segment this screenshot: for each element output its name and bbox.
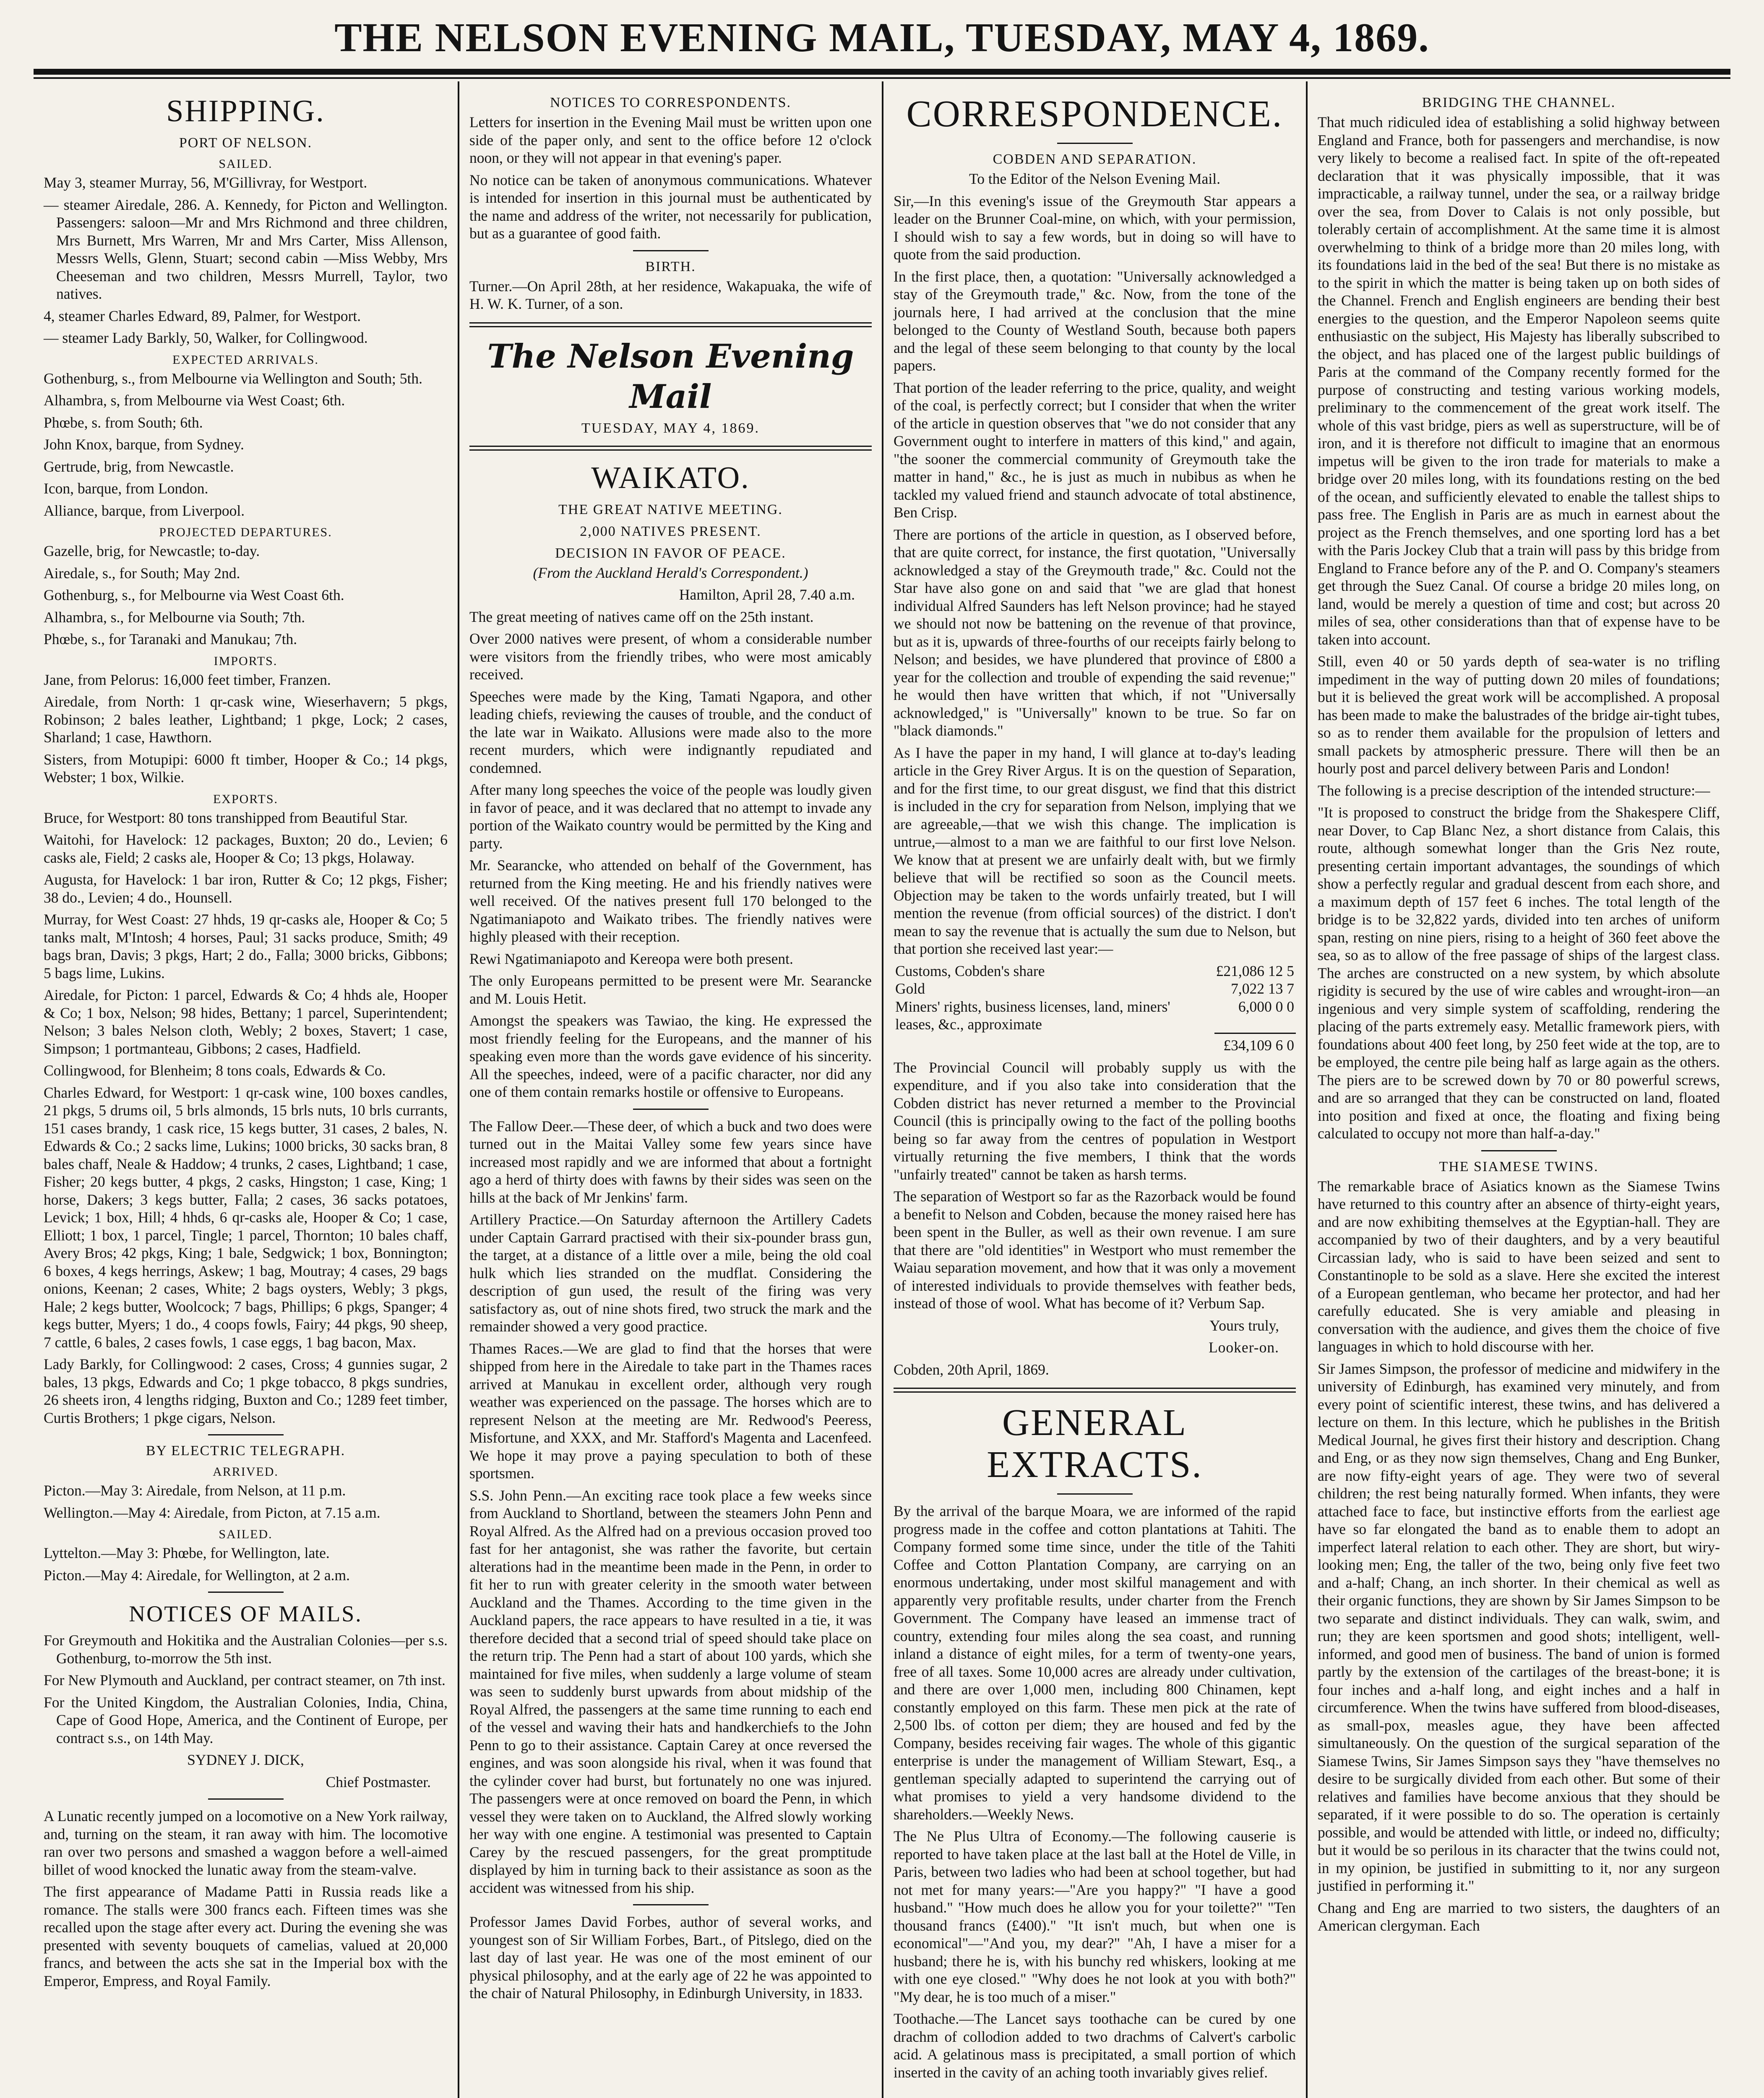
- exports-item: Waitohi, for Havelock: 12 packages, Buxton; 20 do., Levien; 6 casks ale, Field; 2 casks ale, Hooper & Co; 13 pkgs, Holaway.: [44, 831, 448, 866]
- expected-item: John Knox, barque, from Sydney.: [44, 436, 244, 453]
- siamese-paragraph: Sir James Simpson, the professor of medicine and midwifery in the university of Edinburgh, has examined very minutely, and from every point of scientific interest, these twins, and has delivered a lecture on them. In this lecture, which he publishes in the British Medical Journal, he gives first their history and description. Chang and Eng, or as they now sign themselves, Chang and Eng Bunker, are now fifty-eight years of age. They were two of several children; the rest being naturally formed. When infants, they were attached face to face, but instinctive efforts from the earliest age have so far elongated the band as to enable them to adopt an imperfect lateral relation to each other. They are short, but wiry-looking men; Eng, the taller of the two, being only five feet two and a-half; Chang, an inch shorter. In their chemical as well as their organic functions, they are shown by Sir James Simpson to be two separate and distinct individuals. They can walk, swim, and run; they are keen sportsmen and good shots; intelligent, well-informed, and good men of business. The band of union is formed partly by the extension of the cartilages of the breast-bone; it is four inches and a-half long, and eight inches and a half in circumference. When the twins have suffered from blood-diseases, as small-pox, measles ague, they have been affected simultaneously. On the question of the surgical separation of the Siamese Twins, Sir James Simpson says they "have themselves no desire to be surgically divided from each other. But some of their relatives and families have become anxious that they should be separated, if it were possible to do so. The operation is certainly possible, and would be attended with little, or indeed no, difficulty; but it would be so perilous in its character that the twins could not, in my opinion, be justified in submitting to it, nor any surgeon justified in performing it.": [1318, 1360, 1720, 1894]
- divider: [894, 1388, 1296, 1393]
- sailed-heading: SAILED.: [219, 157, 273, 171]
- imports-heading: IMPORTS.: [214, 654, 278, 668]
- artillery-paragraph: Artillery Practice.—On Saturday afternoon the Artillery Cadets under Captain Garrard practised with their six-pounder brass gun, the target, at a distance of a little over a mile, being the old coal hulk which lies stranded on the mudflat. Considering the description of gun used, the result of the firing was very satisfactory as, out of nine shots fired, two struck the mark and the remainder showed a very good practice.: [469, 1211, 872, 1335]
- table-cell-amount: £21,086 12 5: [1216, 962, 1294, 979]
- exports-heading: EXPORTS.: [213, 792, 279, 806]
- channel-paragraph: The following is a precise description of the intended structure:—: [1318, 782, 1710, 799]
- siamese-heading: THE SIAMESE TWINS.: [1439, 1159, 1599, 1174]
- table-cell-amount: 6,000 0 0: [1238, 998, 1294, 1015]
- telegraph-heading: BY ELECTRIC TELEGRAPH.: [146, 1443, 346, 1459]
- divider: [633, 1904, 709, 1905]
- waikato-dateline: Hamilton, April 28, 7.40 a.m.: [679, 586, 855, 603]
- fallow-paragraph: The Fallow Deer.—These deer, of which a buck and two does were turned out in the Maitai Valley some few years since have increased most rapidly and we are informed that about a fortnight ago a herd of thirty does with fawns by their sides was seen on the hills at the back of Mr Jenkins' farm.: [469, 1117, 872, 1206]
- channel-paragraph: That much ridiculed idea of establishing a solid highway between England and France, both for passengers and merchandise, is now very likely to become a realised fact. In spite of the oft-repeated declaration that it was physically impossible, that it was impracticable, a railway tunnel, under the sea, or a railway bridge over the sea, from Dover to Calais is not only possible, but tolerably certain of accomplishment. At the same time it is almost overwhelming to think of a bridge more than 20 miles long, with its foundations laid in the bed of the sea! But there is no mistake as to the spirit in which the matter is being taken up on both sides of the Channel. French and English engineers are bending their best energies to the question, and the Emperor Napoleon seems quite enthusiastic on the subject, His Majesty has liberally subscribed to the object, and has placed one of the largest public buildings of Paris at the command of the Company recently formed for the purpose of constructing and testing various working models, preliminary to the commencement of the great work itself. The whole of this vast bridge, piers as well as superstructure, will be of iron, and it is therefore not difficult to imagine that an enormous impetus will be given to the iron trade for materials to make a bridge over 20 miles long, with its foundations resting on the bed of the ocean, and sufficiently elevated to enable the tallest ships to pass free. The English in Paris are as much in earnest about the project as the French themselves, and one sporting lord has a bet with the Paris Jockey Club that a train will pass by this bridge from England to France before any of the P. and O. Company's steamers get through the Suez Canal. Of course a bridge 20 miles long, on land, would be merely a question of time and cost; but across 20 miles of sea, other considerations than that of expense have to be taken into account.: [1318, 114, 1720, 648]
- expected-item: Phœbe, s. from South; 6th.: [44, 414, 203, 431]
- tahiti-paragraph: By the arrival of the barque Moara, we are informed of the rapid progress made in the coffee and cotton plantations at Tahiti. The Company formed some time since, under the title of the Tahiti Coffee and Cotton Plantation Company, are carrying on an enormous undertaking, under most skilful management and with apparently very profitable results, under charter from the French Government. The Company have leased an immense tract of country, extending four miles along the sea coast, and running inland a distance of eight miles, for a term of twenty-one years, free of all taxes. Some 10,000 acres are already under cultivation, and there are over 1,000 men, including 800 Chinamen, kept constantly employed on this farm. These men pick at the rate of 2,500 lbs. of cotton per diem; they are housed and fed by the Company, besides receiving fair wages. The whole of this gigantic enterprise is under the management of William Stewart, Esq., a gentleman specially adapted to superintend the carrying out of what promises to yield a very handsome dividend to the shareholders.—Weekly News.: [894, 1503, 1296, 1823]
- table-cell-label: Miners' rights, business licenses, land, miners' leases, &c., approximate: [895, 998, 1170, 1033]
- correspondence-signature: Looker-on.: [1209, 1339, 1279, 1356]
- imports-item: Sisters, from Motupipi: 6000 ft timber, Hooper & Co.; 14 pkgs, Webster; 1 box, Wilkie.: [44, 751, 448, 785]
- arrived-item: Picton.—May 3: Airedale, from Nelson, at 11 p.m.: [44, 1482, 346, 1499]
- penn-paragraph: S.S. John Penn.—An exciting race took place a few weeks since from Auckland to Shortland, between the steamers John Penn and Royal Alfred. As the Alfred had on a previous occasion proved too fast for her antagonist, she was rather the favorite, but certain alterations had in the meantime been made in the Penn, in order to fit her to run with greater celerity in the smooth water between Auckland and the Thames. According to the time given in the Auckland papers, the race appears to have resulted in a tie, it was therefore decided that a second trial of speed should take place on the return trip. The Penn had a start of about 100 yards, which she maintained for five miles, when suddenly a large volume of steam was seen to suddenly burst upwards from about midship of the Royal Alfred, the passengers at the same time running to each end of the vessel and waving their hats and handkerchiefs to the John Penn to go to their assistance. Captain Carey at once reversed the engines, and was soon alongside his rival, when it was found that the cylinder cover had burst, but fortunately no one was injured. The passengers were at once removed on board the Penn, in which vessel they were taken on to Auckland, the Alfred slowly working her way with one engine. A testimonial was presented to Captain Carey by the rescued passengers, for the great promptitude displayed by him in turning back to their assistance as soon as the accident was witnessed from his ship.: [469, 1487, 872, 1896]
- sailed-item: 4, steamer Charles Edward, 89, Palmer, for Westport.: [44, 307, 361, 324]
- lunatic-paragraph: A Lunatic recently jumped on a locomotive on a New York railway, and, turning on the steam, it ran away with him. The locomotive ran over two persons and smashed a waggon before a well-aimed billet of wood knocked the lunatic away from the steam-valve.: [44, 1808, 448, 1878]
- notices-paragraph: No notice can be taken of anonymous communications. Whatever is intended for insertion in this journal must be authenticated by the name and address of the writer, not necessarily for publication, but as a guarantee of good faith.: [469, 171, 872, 242]
- exports-item: Augusta, for Havelock: 1 bar iron, Rutter & Co; 12 pkgs, Fisher; 38 do., Levien; 4 do., Hounsell.: [44, 871, 448, 906]
- ne-plus-paragraph: The Ne Plus Ultra of Economy.—The following causerie is reported to have taken place at the last ball at the Hotel de Ville, in Paris, between two ladies who had been at school together, but had not met for many years:—"Are you happy?" "I have a good husband." "How much does he allow you for your toilette?" "Ten thousand francs (£400)." "It isn't much, but when one is economical"—"And you, my dear?" "Ah, I have a miser for a husband; there he is, with his bunchy red whiskers, looking at me with one eye closed." "Why does he not look at you with both?" "My dear, he is too much of a miser.": [894, 1828, 1296, 2005]
- sailed-item: — steamer Airedale, 286. A. Kennedy, for Picton and Wellington. Passengers: saloon—Mr and Mrs Richmond and three children, Mrs Burnett, Mrs Warren, Mr and Mrs Carter, Miss Allenson, Messrs Wells, Glenn, Stuart; second cabin —Miss Webby, Mrs Cheeseman and two children, Messrs Murrell, Taylor, two natives.: [44, 196, 448, 302]
- siamese-paragraph: The remarkable brace of Asiatics known as the Siamese Twins have returned to this country after an absence of thirty-eight years, and are now exhibiting themselves at the Egyptian-hall. They are accompanied by two of their daughters, and by a very beautiful Circassian lady, who is said to have been seized and sent to Constantinople to be sold as a slave. Here she excited the interest of a European gentleman, who became her protector, and had her carefully educated. She is very amiable and pleasing in conversation with the audience, and gives them the choice of five languages in which to hold discourse with her.: [1318, 1177, 1720, 1355]
- waikato-paragraph: The great meeting of natives came off on the 25th instant.: [469, 608, 814, 625]
- waikato-paragraph: After many long speeches the voice of the people was loudly given in favor of peace, and it was declared that no attempt to invade any portion of the Waikato country would be permitted by the King and party.: [469, 781, 872, 852]
- sailed-item: May 3, steamer Murray, 56, M'Gillivray, for Westport.: [44, 174, 367, 191]
- channel-paragraph: Still, even 40 or 50 yards depth of sea-water is no trifling impediment in the way of putting down 20 miles of foundations; but it is believed the great work will be accomplished. A proposal has been made to make the balustrades of the bridge air-tight tubes, so as to render them available for the propulsion of letters and small packets by atmospheric pressure. There will then be an hourly post and parcel delivery between Paris and London!: [1318, 653, 1720, 777]
- expected-item: Gertrude, brig, from Newcastle.: [44, 458, 234, 475]
- divider: [208, 1592, 284, 1593]
- correspondence-paragraph: In the first place, then, a quotation: "Universally acknowledged a stay of the Greymouth trade," &c. Now, from the tone of the journals here, I had arrived at the conclusion that the mine belonged to the County of Westland South, because both papers and the legal of these seem belonging to that county by the local papers.: [894, 268, 1296, 374]
- forbes-paragraph: Professor James David Forbes, author of several works, and youngest son of Sir William Forbes, Bart., of Pitslego, died on the last day of last year. He was one of the most eminent of our physical philosophy, and at the early age of 22 he was appointed to the chair of Natural Philosophy, in Edinburgh University, in 1833.: [469, 1913, 872, 2001]
- projected-item: Gothenburg, s., for Melbourne via West Coast 6th.: [44, 587, 344, 603]
- channel-paragraph: "It is proposed to construct the bridge from the Shakespere Cliff, near Dover, to Cap Blanc Nez, a short distance from Calais, this route, although somewhat longer than the Gris Nez route, presenting certain important advantages, the soundings of which show a perfectly regular and gradual descent from each shore, and a maximum depth of 157 feet 6 inches. The total length of the bridge is to be 32,822 yards, divided into ten arches of uniform span, resting on nine piers, rising to a height of 360 feet above the sea, so as to allow of the free passage of ships of the largest class. The arches are constructed on a new system, by which absolute rigidity is secured by the use of wire cables and wrought-iron—an ingenious and very simple system of scaffolding, rendering the placing of the parts extremely easy. Metallic framework piers, with foundations about 400 feet long, by 250 feet wide at the top, are to be employed, the centre pile being half as large again as the others. The piers are to be screwed down by 70 or 80 powerful screws, and are so arranged that they can be constructed on land, floated into position and fixed at once, the floating and fixing being calculated to occupy not more than half-a-day.": [1318, 804, 1720, 1142]
- sailed2-heading: SAILED.: [219, 1527, 273, 1541]
- correspondence-signoff: Yours truly,: [1209, 1317, 1279, 1334]
- table-cell-label: Gold: [895, 980, 925, 997]
- exports-item: Murray, for West Coast: 27 hhds, 19 qr-casks ale, Hooper & Co; 5 tanks malt, M'Intosh; 4 horses, Paul; 31 sacks produce, Smith; 49 bags bran, Davis; 3 pkgs, Hart; 2 do., Falla; 3000 bricks, Gibbons; 5 bags lime, Lukins.: [44, 911, 448, 981]
- exports-item: Lady Barkly, for Collingwood: 2 cases, Cross; 4 gunnies sugar, 2 bales, 13 pkgs, Edwards and Co; 1 pkge tobacco, 8 pkgs sundries, 26 sheets iron, 4 lengths ridging, Buxton and Co.; 1289 feet timber, Curtis Brothers; 1 pkge cigars, Nelson.: [44, 1356, 448, 1426]
- waikato-paragraph: Rewi Ngatimaniapoto and Kereopa were both present.: [469, 950, 793, 967]
- expected-item: Alliance, barque, from Liverpool.: [44, 502, 245, 519]
- exports-item: Airedale, for Picton: 1 parcel, Edwards & Co; 4 hhds ale, Hooper & Co; 1 box, Nelson; 98 hides, Bettany; 1 parcel, Superintendent; Nelson; 3 bales Nelson cloth, Webly; 2 boxes, Stavert; 1 case, Simpson; 1 portmanteau, Gibbons; 2 cases, Hadfield.: [44, 986, 448, 1057]
- projected-item: Phœbe, s., for Taranaki and Manukau; 7th.: [44, 631, 297, 647]
- waikato-subhead: 2,000 NATIVES PRESENT.: [580, 523, 761, 539]
- column-4: [1306, 81, 1730, 2098]
- table-row-total: [894, 1033, 1296, 1054]
- mails-item: For Greymouth and Hokitika and the Australian Colonies—per s.s. Gothenburg, to-morrow the 5th inst.: [44, 1632, 448, 1667]
- divider: [469, 322, 872, 327]
- arrived-heading: ARRIVED.: [213, 1465, 279, 1479]
- projected-item: Gazelle, brig, for Newcastle; to-day.: [44, 543, 260, 559]
- masthead: THE NELSON EVENING MAIL, TUESDAY, MAY 4, 1869.: [334, 15, 1430, 60]
- correspondence-paragraph: The separation of Westport so far as the Razorback would be found a benefit to Nelson and Cobden, because the money raised here has been spent in the Buller, as well as their own revenue. I am sure that there are "old identities" in Westport who must remember the Waiau separation movement, and how that it was only a movement of interested individuals to provide themselves with feather beds, instead of those of wool. What has become of it? Verbum Sap.: [894, 1188, 1296, 1312]
- sailed2-item: Lyttelton.—May 3: Phœbe, for Wellington, late.: [44, 1545, 330, 1561]
- waikato-source: (From the Auckland Herald's Correspondent.): [533, 564, 808, 581]
- imports-item: Airedale, from North: 1 qr-cask wine, Wieserhavern; 5 pkgs, Robinson; 2 bales leather, Lightband; 1 pkge, Lock; 2 cases, Sharland; 1 case, Hawthorn.: [44, 693, 448, 746]
- waikato-heading: WAIKATO.: [591, 460, 750, 495]
- correspondence-paragraph: Sir,—In this evening's issue of the Greymouth Star appears a leader on the Brunner Coal-mine, on which, with your permission, I should wish to say a few words, but in doing so will have to quote from the said production.: [894, 192, 1296, 263]
- waikato-paragraph: Over 2000 natives were present, of whom a considerable number were visitors from the friendly tribes, who were most amicably received.: [469, 630, 872, 683]
- paper-title: The Nelson Evening Mail: [487, 337, 854, 416]
- correspondence-to: To the Editor of the Nelson Evening Mail.: [969, 170, 1220, 187]
- waikato-paragraph: The only Europeans permitted to be present were Mr. Searancke and M. Louis Hetit.: [469, 972, 872, 1007]
- divider: [208, 1434, 284, 1435]
- divider: [633, 250, 709, 251]
- column-3: [882, 81, 1306, 2098]
- mails-item: For New Plymouth and Auckland, per contract steamer, on 7th inst.: [44, 1672, 446, 1688]
- divider: [1057, 1493, 1133, 1495]
- port-heading: PORT OF NELSON.: [179, 135, 313, 151]
- table-cell-total: £34,109 6 0: [1214, 1033, 1296, 1054]
- exports-item: Bruce, for Westport: 80 tons transhipped from Beautiful Star.: [44, 809, 408, 826]
- projected-heading: PROJECTED DEPARTURES.: [159, 525, 332, 539]
- patti-paragraph: The first appearance of Madame Patti in Russia reads like a romance. The stalls were 300 francs each. Fifteen times was she recalled upon the stage after every act. During the evening she was presented with seventy bouquets of camelias, valued at 20,000 francs, and between the acts she sat in the Imperial box with the Emperor, Empress, and Royal Family.: [44, 1883, 448, 1989]
- projected-item: Airedale, s., for South; May 2nd.: [44, 564, 240, 582]
- siamese-paragraph: Chang and Eng are married to two sisters, the daughters of an American clergyman. Each: [1318, 1899, 1720, 1934]
- thames-paragraph: Thames Races.—We are glad to find that the horses that were shipped from here in the Airedale to take part in the Thames races arrived at Manukau in excellent order, although very rough weather was experienced on the passage. The horses which are to represent Nelson at the meeting are Mr. Redwood's Peeress, Misfortune, and XXX, and Mr. Stafford's Magenta and Lacenfeed. We hope it may prove a paying speculation to both of these sportsmen.: [469, 1340, 872, 1482]
- divider: [1481, 1150, 1557, 1151]
- table-cell-amount: 7,022 13 7: [1231, 980, 1294, 997]
- expected-item: Icon, barque, from London.: [44, 480, 208, 497]
- table-cell-label: Customs, Cobden's share: [895, 962, 1045, 979]
- general-extracts-heading: GENERAL EXTRACTS.: [987, 1402, 1203, 1485]
- table-row: [894, 980, 1296, 998]
- shipping-heading: SHIPPING.: [166, 94, 325, 128]
- correspondence-heading: CORRESPONDENCE.: [906, 93, 1283, 135]
- notices-heading: NOTICES TO CORRESPONDENTS.: [550, 95, 791, 110]
- masthead-rule: [34, 69, 1730, 75]
- table-row: [894, 998, 1296, 1033]
- arrived-item: Wellington.—May 4: Airedale, from Picton, at 7.15 a.m.: [44, 1504, 380, 1521]
- waikato-subhead: THE GREAT NATIVE MEETING.: [558, 501, 783, 517]
- birth-heading: BIRTH.: [645, 258, 696, 274]
- correspondence-paragraph: The Provincial Council will probably supply us with the expenditure, and if you also take into consideration that the Cobden district has never returned a member to the Provincial Council (this is principally owing to the fact of the polling booths being so far away from the centres of population in Westport virtually returning the five members, I think that the words "unfairly treated" cannot be taken as harsh terms.: [894, 1059, 1296, 1183]
- paper-date: TUESDAY, MAY 4, 1869.: [581, 420, 760, 436]
- waikato-subhead: DECISION IN FAVOR OF PEACE.: [555, 545, 786, 561]
- revenue-table: [894, 962, 1296, 1054]
- toothache-paragraph: Toothache.—The Lancet says toothache can be cured by one drachm of collodion added to two drachms of Calvert's carbolic acid. A gelatinous mass is precipitated, a small portion of which inserted in the cavity of an aching tooth invariably gives relief.: [894, 2010, 1296, 2081]
- divider: [469, 446, 872, 451]
- birth-paragraph: Turner.—On April 28th, at her residence, Wakapuaka, the wife of H. W. K. Turner, of a son.: [469, 277, 872, 312]
- mails-item: For the United Kingdom, the Australian Colonies, India, China, Cape of Good Hope, America, and the Continent of Europe, per contract s.s., on 14th May.: [44, 1694, 448, 1746]
- correspondence-paragraph: There are portions of the article in question, as I observed before, that are quite correct, for instance, the first quotation, "Universally acknowledged a stay of the Greymouth trade," &c. Could not the Star have also gone on and said that "we are glad that honest individual Alfred Saunders has left Nelson province; had he stayed we should not now be battening on the revenue of that province, but as it is, upwards of three-fourths of our receipts fairly belong to Nelson; and besides, we have plundered that province of £800 a year for the collection and trouble of expending the said revenue;" he would then have written that which, if not "Universally acknowledged," is "Universally" known to be true. So far on "black diamonds.": [894, 526, 1296, 739]
- sailed2-item: Picton.—May 4: Airedale, for Wellington, at 2 a.m.: [44, 1566, 350, 1584]
- expected-heading: EXPECTED ARRIVALS.: [172, 352, 319, 367]
- correspondence-paragraph: As I have the paper in my hand, I will glance at to-day's leading article in the Grey River Argus. It is on the question of Separation, and for the first time, to our great disgust, we find that this district is included in the cry for separation from Nelson, implying that we are agreeable,—that we wish this change. The implication is untrue,—almost to a man we are faithful to our first love Nelson. We know that at present we are unfairly dealt with, but we firmly believe that will be rectified so soon as the Council meets. Objection may be taken to the words unfairly treated, but I will mention the revenue (from official sources) of the district. I don't mean to say the revenue that is actually the sum due to Nelson, but that portion she received last year:—: [894, 744, 1296, 957]
- projected-item: Alhambra, s., for Melbourne via South; 7th.: [44, 608, 305, 626]
- masthead-rule-thin: [34, 77, 1730, 79]
- exports-item: Collingwood, for Blenheim; 8 tons coals, Edwards & Co.: [44, 1062, 386, 1079]
- expected-item: Gothenburg, s., from Melbourne via Wellington and South; 5th.: [44, 370, 422, 387]
- divider: [208, 1798, 284, 1800]
- exports-item: Charles Edward, for Westport: 1 qr-cask wine, 100 boxes candles, 21 pkgs, 5 drums oil, 5 brls almonds, 15 brls nuts, 10 brls currants, 151 cases brandy, 1 cask rice, 15 kegs butter, 31 cases, 2 bales, N. Edwards & Co.; 2 sacks lime, Lukins; 1000 bricks, 30 sacks bran, 8 bales chaff, Neale & Haddow; 4 trunks, 2 cases, Lightband; 1 case, Fisher; 20 kegs butter, 4 pkgs, 2 casks, Hingston; 1 case, King; 1 horse, Dakers; 3 kegs butter, Falla; 2 cases, 36 sacks potatoes, Levick; 1 box, Hill; 4 hhds, 6 qr-casks ale, Hooper & Co; 1 case, Elliott; 1 box, 1 parcel, Tingle; 1 parcel, Thornton; 10 bales chaff, Avery Bros; 42 pkgs, King; 1 bale, Sedgwick; 1 box, Bonnington; 6 boxes, 4 kegs herrings, Askew; 1 bag, Moutray; 4 cases, 29 bags onions, Keenan; 2 cases, White; 2 bags oysters, Webly; 3 pkgs, Hale; 2 kegs butter, Woolcock; 7 bags, Phillips; 6 pkgs, Spanger; 4 kegs butter, Myers; 1 do., 4 coops fowls, Fairy; 44 pkgs, 90 sheep, 7 cattle, 6 bales, 2 cases fowls, 1 case eggs, 1 bag bacon, Max.: [44, 1084, 448, 1351]
- divider: [633, 1109, 709, 1110]
- column-2: [458, 81, 882, 2098]
- divider: [1057, 143, 1133, 144]
- channel-heading: BRIDGING THE CHANNEL.: [1422, 95, 1616, 110]
- sailed-item: — steamer Lady Barkly, 50, Walker, for Collingwood.: [44, 329, 368, 346]
- column-1: [34, 81, 458, 2098]
- correspondence-dateline: Cobden, 20th April, 1869.: [894, 1361, 1049, 1378]
- correspondence-paragraph: That portion of the leader referring to the price, quality, and weight of the coal, is perfectly correct; but I consider that when the writer of the article in question observes that "we do not consider that any Government ought to interfere in matters of this kind," and again, "the sooner the commercial community of Greymouth take the matter in hand," &c., he is just as much in nubibus as when he tackled my valued friend and staunch advocate of total abstinence, Ben Crisp.: [894, 379, 1296, 521]
- waikato-paragraph: Amongst the speakers was Tawiao, the king. He expressed the most friendly feeling for the Europeans, and the manner of his speaking even more than the words gave evidence of his sincerity. All the speeches, indeed, were of a pacific character, nor did any one of them contain remarks hostile or offensive to Europeans.: [469, 1012, 872, 1100]
- expected-item: Alhambra, s, from Melbourne via West Coast; 6th.: [44, 392, 345, 409]
- notices-paragraph: Letters for insertion in the Evening Mail must be written upon one side of the paper only, and sent to the office before 12 o'clock noon, or they will not appear in that evening's paper.: [469, 114, 872, 166]
- mails-signature-title: Chief Postmaster.: [326, 1773, 431, 1790]
- waikato-paragraph: Speeches were made by the King, Tamati Ngapora, and other leading chiefs, reviewing the causes of trouble, and the conduct of the late war in Waikato. Allusions were made also to the more recent murders, which were indignantly repudiated and condemned.: [469, 688, 872, 776]
- columns: [34, 81, 1730, 2098]
- waikato-paragraph: Mr. Searancke, who attended on behalf of the Government, has returned from the King meeting. He and his friendly natives were well received. Of the natives present full 170 belonged to the Ngatimaniapoto and Waikato tribes. The friendly natives were highly pleased with their reception.: [469, 857, 872, 945]
- mails-signature: SYDNEY J. DICK,: [187, 1751, 304, 1768]
- correspondence-title: COBDEN AND SEPARATION.: [993, 151, 1197, 167]
- imports-item: Jane, from Pelorus: 16,000 feet timber, Franzen.: [44, 671, 331, 688]
- table-row: [894, 962, 1296, 980]
- mails-heading: NOTICES OF MAILS.: [129, 1601, 362, 1626]
